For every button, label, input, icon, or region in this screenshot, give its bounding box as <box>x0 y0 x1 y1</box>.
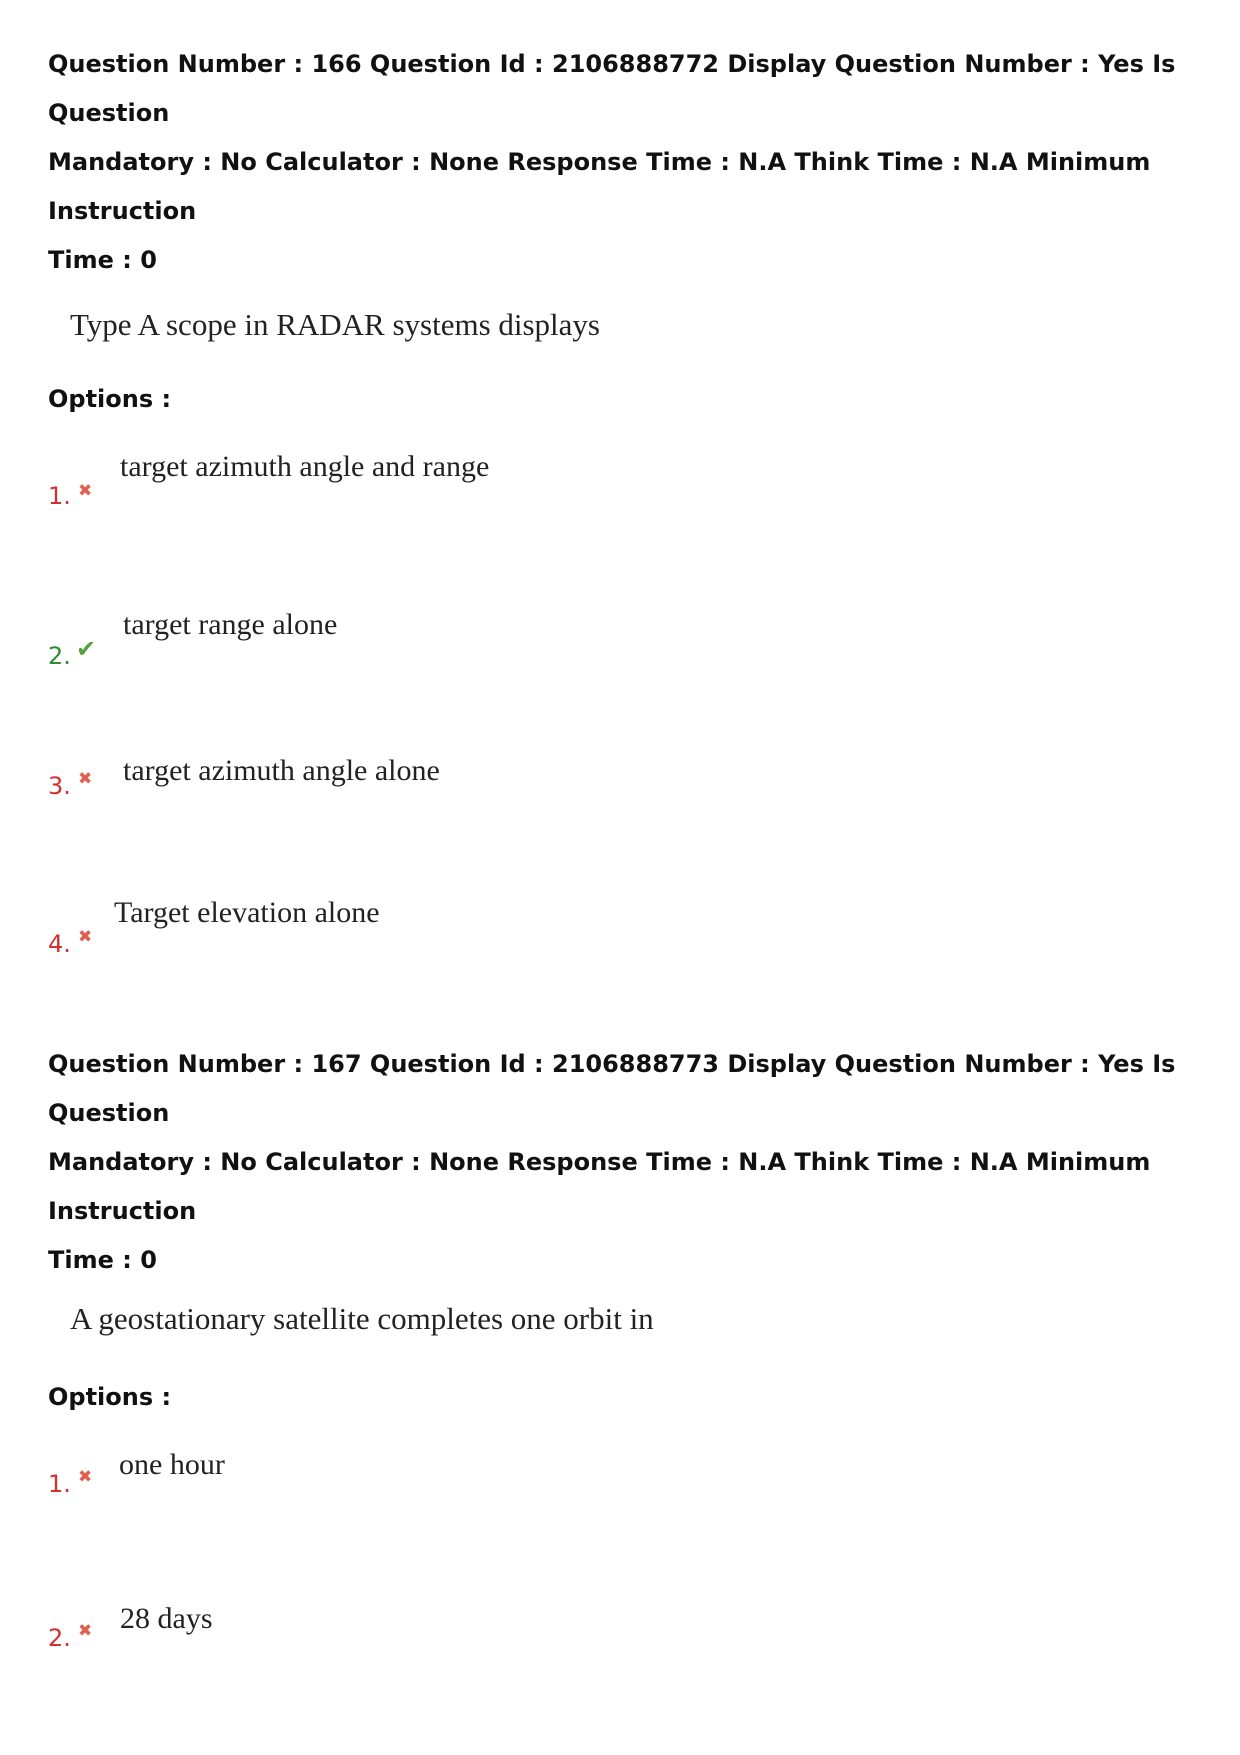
option-text: 28 days <box>120 1602 213 1635</box>
cross-icon: ✖ <box>78 481 93 501</box>
check-icon: ✔ <box>76 635 97 663</box>
option-item <box>48 1447 1208 1601</box>
question-text: Type A scope in RADAR systems displays <box>70 307 600 342</box>
question-block-167 <box>48 1040 1208 1721</box>
question-text: A geostationary satellite completes one orbit in <box>70 1301 654 1336</box>
option-item <box>48 895 1208 1015</box>
question-block-166 <box>48 40 1208 1015</box>
question-meta-line: Question Number : 166 Question Id : 2106888772 Display Question Number : Yes Is Question <box>48 50 1176 127</box>
question-meta-line: Time : 0 <box>48 246 157 274</box>
option-number: 1. <box>48 1470 71 1498</box>
option-item <box>48 753 1208 895</box>
option-text: target range alone <box>123 608 338 641</box>
option-text: target azimuth angle alone <box>123 754 440 787</box>
option-number: 2. <box>48 1624 71 1652</box>
cross-icon: ✖ <box>78 1467 93 1487</box>
question-meta-line: Question Number : 167 Question Id : 2106888773 Display Question Number : Yes Is Question <box>48 1050 1176 1127</box>
options-list <box>48 449 1208 1015</box>
question-meta-line: Mandatory : No Calculator : None Response Time : N.A Think Time : N.A Minimum Instruction <box>48 1148 1151 1225</box>
question-meta-line: Time : 0 <box>48 1246 157 1274</box>
option-item <box>48 449 1208 607</box>
cross-icon: ✖ <box>78 1621 93 1641</box>
cross-icon: ✖ <box>78 927 93 947</box>
options-label: Options : <box>48 385 172 413</box>
option-text: Target elevation alone <box>114 896 380 929</box>
question-meta-line: Mandatory : No Calculator : None Response Time : N.A Think Time : N.A Minimum Instruction <box>48 148 1151 225</box>
option-item <box>48 607 1208 753</box>
option-number: 1. <box>48 482 71 510</box>
option-number: 3. <box>48 772 71 800</box>
cross-icon: ✖ <box>78 769 93 789</box>
options-label: Options : <box>48 1383 172 1411</box>
option-text: one hour <box>119 1448 225 1481</box>
option-number: 4. <box>48 930 71 958</box>
option-number: 2. <box>48 642 71 670</box>
option-text: target azimuth angle and range <box>120 450 490 483</box>
options-list <box>48 1447 1208 1721</box>
option-item <box>48 1601 1208 1721</box>
